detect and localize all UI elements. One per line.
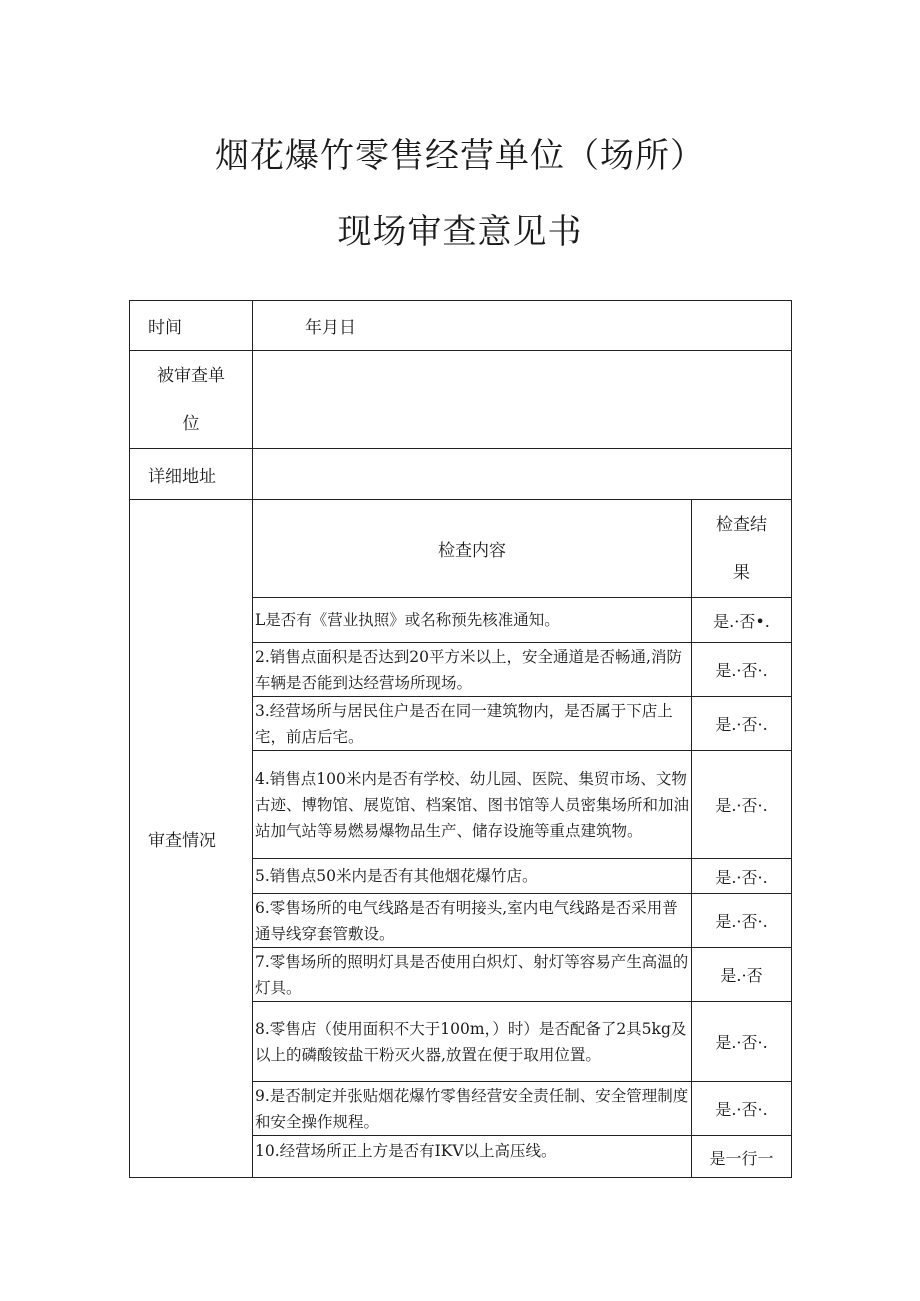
address-value[interactable] [253,449,792,500]
time-value[interactable]: 年月日 [253,301,792,351]
result-header-line1: 检查结 [716,514,767,535]
checklist-item-result[interactable]: 是.·否·. [692,894,792,948]
result-header [692,500,792,598]
checklist-item-result[interactable]: 是.·否 [692,948,792,1002]
unit-value[interactable] [253,351,792,449]
checklist-item-text: 7.零售场所的照明灯具是否使用白炽灯、射灯等容易产生高温的灯具。 [253,948,692,1002]
address-row [130,449,792,500]
checklist-item-text: 2.销售点面积是否达到20平方米以上，安全通道是否畅通,消防车辆是否能到达经营场所现场。 [253,643,692,697]
checklist-item-text: 10.经营场所正上方是否有IKV以上高压线。 [253,1136,692,1178]
checklist-item-text: 8.零售店（使用面积不大于100m，）时）是否配备了2具5kg及以上的磷酸铵盐干粉灭火器,放置在便于取用位置。 [253,1002,692,1082]
unit-label-line2: 位 [182,413,200,434]
review-form-table [129,300,792,1178]
checklist-item-text: 4.销售点100米内是否有学校、幼儿园、医院、集贸市场、文物古迹、博物馆、展览馆、档案馆、图书馆等人员密集场所和加油站加气站等易燃易爆物品生产、储存设施等重点建筑物。 [253,751,692,859]
checklist-item-text: 3.经营场所与居民住户是否在同一建筑物内，是否属于下店上宅，前店后宅。 [253,697,692,751]
address-label: 详细地址 [130,449,253,500]
time-row [130,301,792,351]
checklist-item-text: 5.销售点50米内是否有其他烟花爆竹店。 [253,859,692,894]
document-title-line1: 烟花爆竹零售经营单位（场所） [215,136,705,176]
document-title-line2: 现场审查意见书 [337,212,583,252]
unit-label-line1: 被审查单 [157,365,225,386]
checklist-item-text: 9.是否制定并张贴烟花爆竹零售经营安全责任制、安全管理制度和安全操作规程。 [253,1082,692,1136]
result-header-line2: 果 [733,562,750,583]
unit-row [130,351,792,449]
checklist-item-result[interactable]: 是一行一 [692,1136,792,1178]
unit-label [130,351,253,449]
checklist-header-row [130,500,792,598]
review-label: 审查情况 [130,500,253,1178]
checklist-item-result[interactable]: 是.·否·. [692,1002,792,1082]
checklist-item-text: L是否有《营业执照》或名称预先核准通知。 [253,598,692,643]
checklist-item-text: 6.零售场所的电气线路是否有明接头,室内电气线路是否采用普通导线穿套管敷设。 [253,894,692,948]
checklist-item-result[interactable]: 是.·否·. [692,697,792,751]
checklist-item-result[interactable]: 是.·否·. [692,1082,792,1136]
checklist-item-result[interactable]: 是.·否•. [692,598,792,643]
checklist-item-result[interactable]: 是.·否·. [692,859,792,894]
content-header: 检查内容 [253,500,692,598]
time-label: 时间 [130,301,253,351]
checklist-item-result[interactable]: 是.·否·. [692,643,792,697]
checklist-item-result[interactable]: 是.·否·. [692,751,792,859]
